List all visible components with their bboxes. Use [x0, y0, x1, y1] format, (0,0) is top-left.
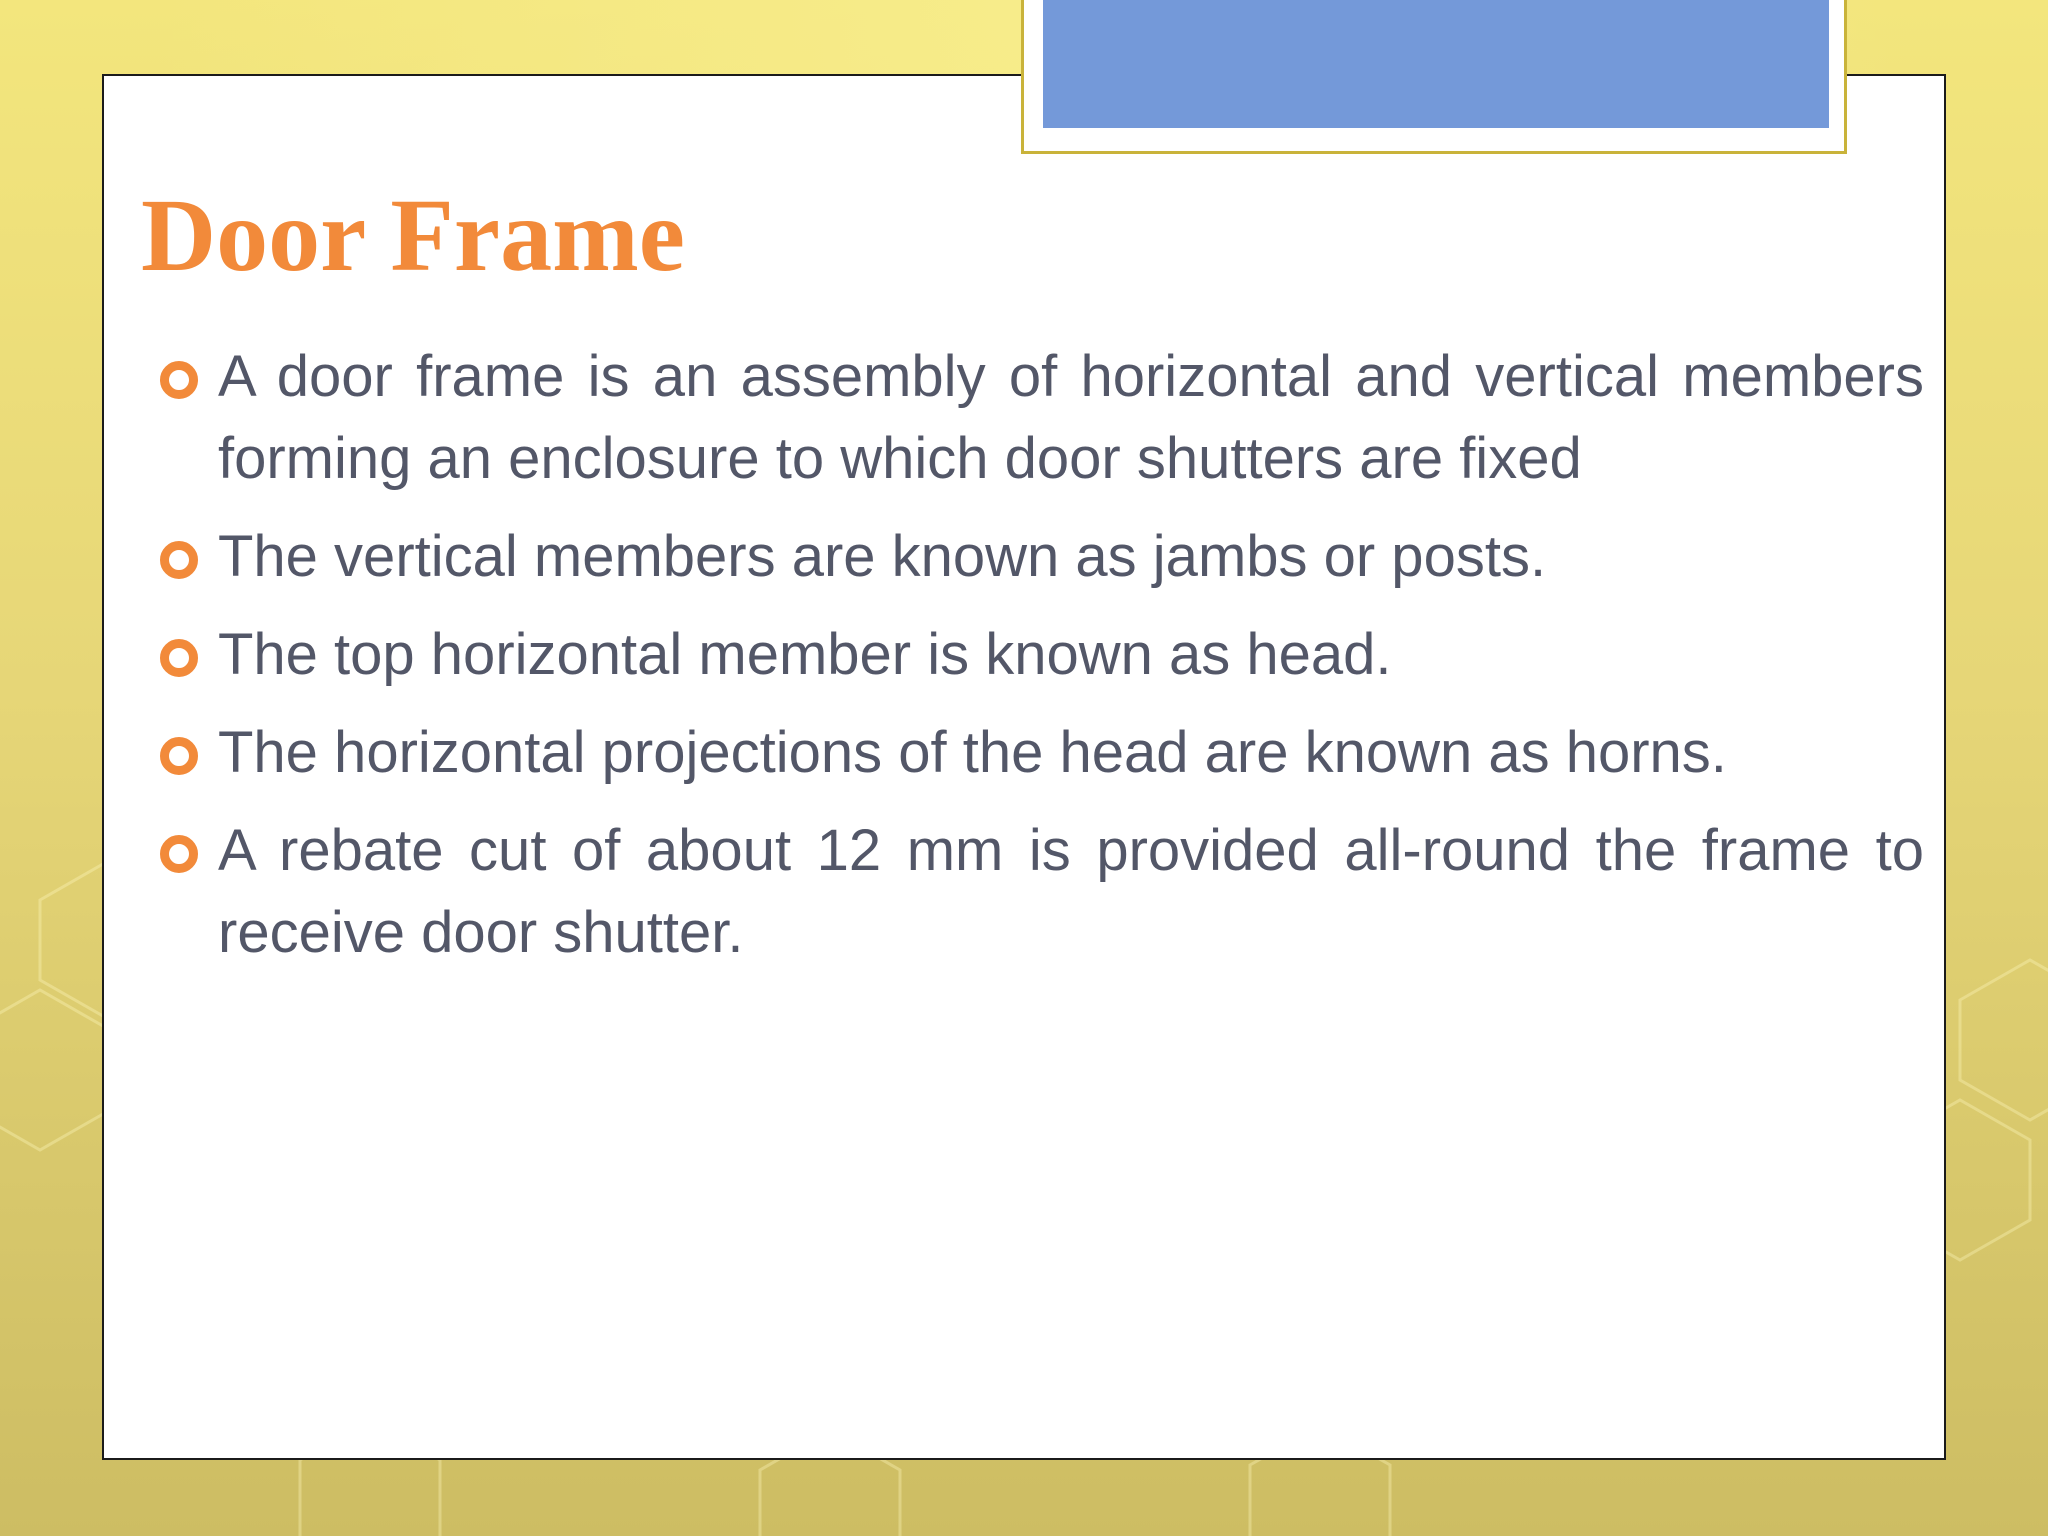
bullet-text: The vertical members are known as jambs or posts.	[218, 524, 1547, 589]
bullet-item	[158, 336, 1924, 500]
decorative-blue-rectangle	[1043, 0, 1829, 128]
slide-title: Door Frame	[141, 178, 685, 293]
bullet-item	[158, 516, 1924, 598]
orange-ring-bullet-icon	[160, 737, 198, 775]
orange-ring-bullet-icon	[160, 639, 198, 677]
bullet-text: The top horizontal member is known as head.	[218, 622, 1392, 687]
bullet-text: A door frame is an assembly of horizontal and vertical members forming an enclosure to which door shutters are fixed	[218, 344, 1924, 491]
bullet-text: The horizontal projections of the head are known as horns.	[218, 720, 1727, 785]
bullet-list	[158, 336, 1924, 990]
orange-ring-bullet-icon	[160, 361, 198, 399]
orange-ring-bullet-icon	[160, 541, 198, 579]
orange-ring-bullet-icon	[160, 835, 198, 873]
bullet-item	[158, 614, 1924, 696]
decorative-title-tab	[1021, 0, 1847, 154]
bullet-item	[158, 712, 1924, 794]
bullet-item	[158, 810, 1924, 974]
bullet-text: A rebate cut of about 12 mm is provided all-round the frame to receive door shutter.	[218, 818, 1924, 965]
